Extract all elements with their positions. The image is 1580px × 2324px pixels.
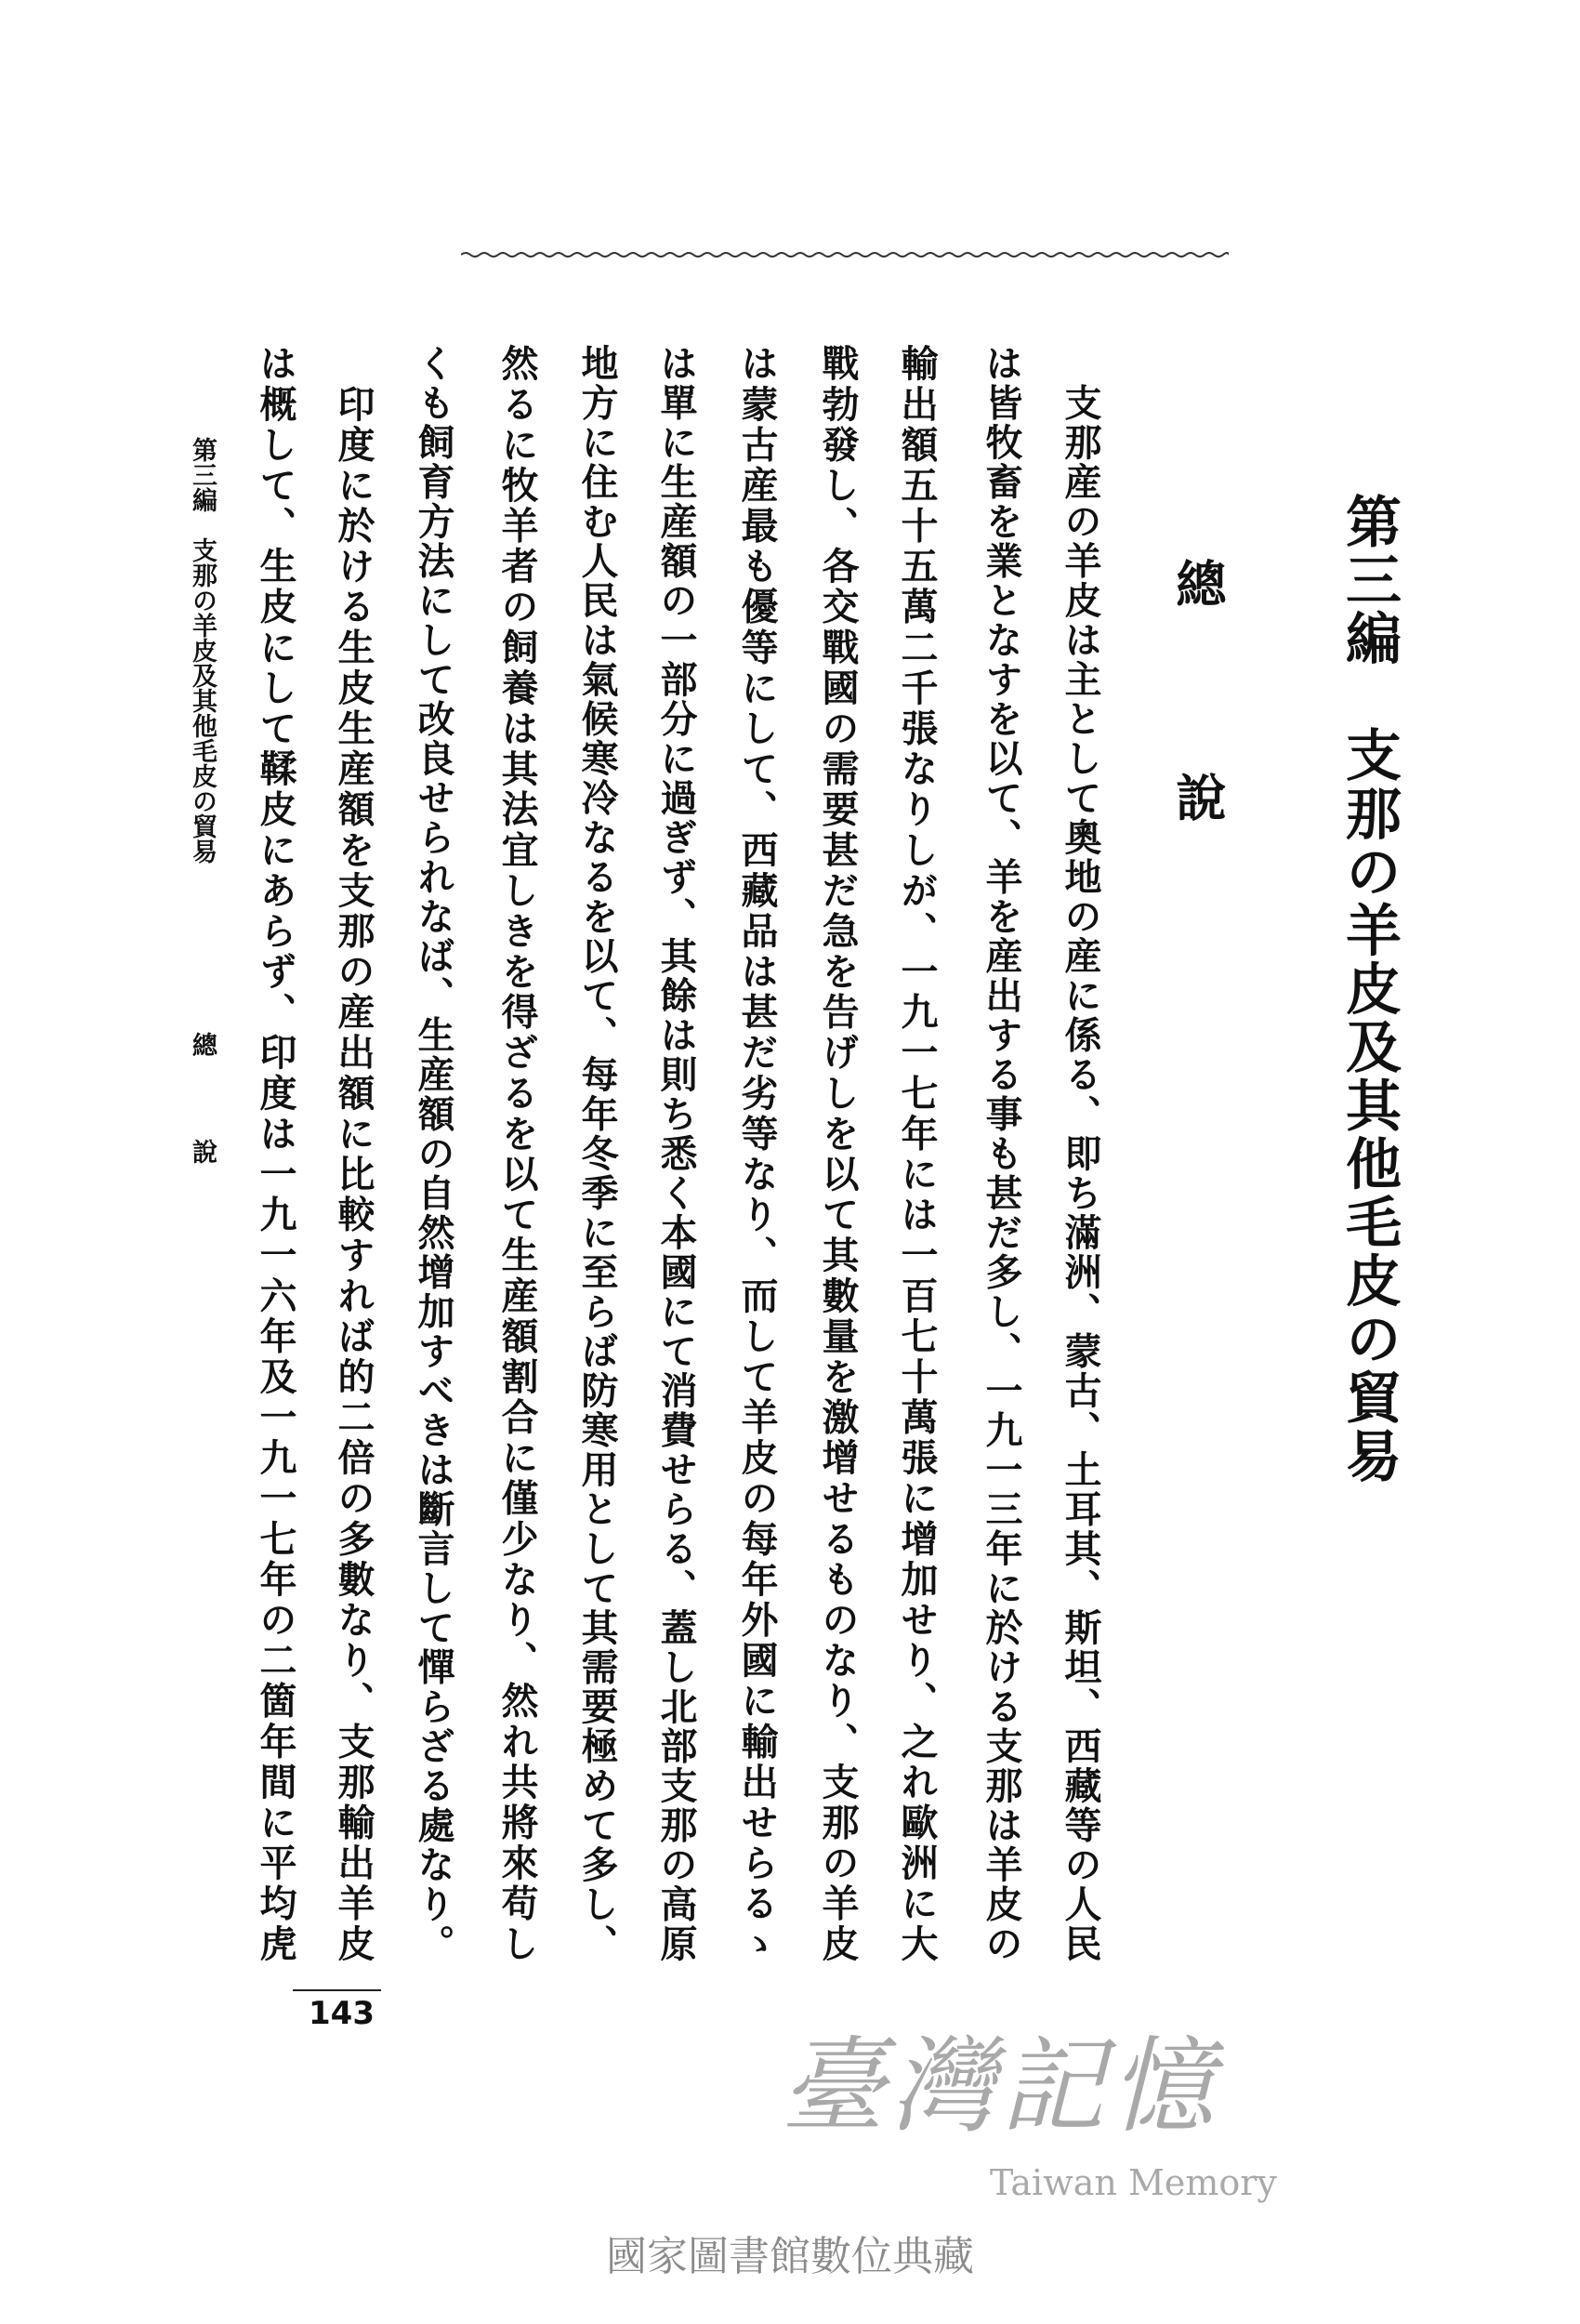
running-head-section-char-1: 總 (188, 1032, 217, 1057)
section-heading-char-1: 總 (1168, 558, 1228, 608)
body-column: は蒙古産最も優等にして、西藏品は甚だ劣等なり、而して羊皮の每年外國に輸出せらるゝ (735, 344, 779, 1961)
running-head: 第三編 支那の羊皮及其他毛皮の貿易 (188, 437, 217, 864)
chapter-title: 第三編 支那の羊皮及其他毛皮の貿易 (1336, 493, 1402, 1483)
body-column: 支那産の羊皮は主として奧地の産に係る、即ち滿洲、蒙古、土耳其、斯坦、西藏等の人民 (1059, 344, 1102, 1961)
body-column: 印度に於ける生皮生産額を支那の産出額に比較すれば的二倍の多數なり、支那輸出羊皮 (332, 344, 375, 1961)
page-number-rule (293, 1989, 381, 1991)
page-number: 143 (309, 1995, 375, 2032)
body-column: は單に生産額の一部分に過ぎず、其餘は則ち悉く本國にて消費せらる、蓋し北部支那の高原 (654, 344, 698, 1961)
body-column: 然るに牧羊者の飼養は其法宜しきを得ざるを以て生産額割合に僅少なり、然れ共將來苟し (495, 344, 539, 1961)
body-column: 地方に住む人民は氣候寒冷なるを以て、每年冬季に至らば防寒用として其需要極めて多し、 (575, 344, 619, 1961)
body-column: 輸出額五十五萬二千張なりしが、一九一七年には一百七十萬張に增加せり、之れ歐洲に大 (895, 344, 939, 1961)
watermark-logo-subtext: Taiwan Memory (990, 2162, 1277, 2203)
body-column: 戰勃發し、各交戰國の需要甚だ急を告げしを以て其數量を激增せるものなり、支那の羊皮 (816, 344, 860, 1961)
body-column: は皆牧畜を業となすを以て、羊を産出する事も甚だ多し、一九一三年に於ける支那は羊皮の (980, 344, 1023, 1961)
section-heading-char-2: 說 (1168, 772, 1228, 822)
watermark-logo-text: 臺灣記憶 (781, 2027, 1219, 2147)
body-column: は概して、生皮にして鞣皮にあらず、印度は一九一六年及一九一七年の二箇年間に平均虎 (254, 344, 297, 1962)
body-column: くも飼育方法にして改良せられなば、生産額の自然增加すべきは斷言して憚らざる處なり。 (412, 344, 455, 1961)
top-wavy-rule (461, 249, 1229, 260)
running-head-section-char-2: 說 (188, 1139, 217, 1164)
collection-footer: 國家圖書館數位典藏 (606, 2233, 974, 2280)
